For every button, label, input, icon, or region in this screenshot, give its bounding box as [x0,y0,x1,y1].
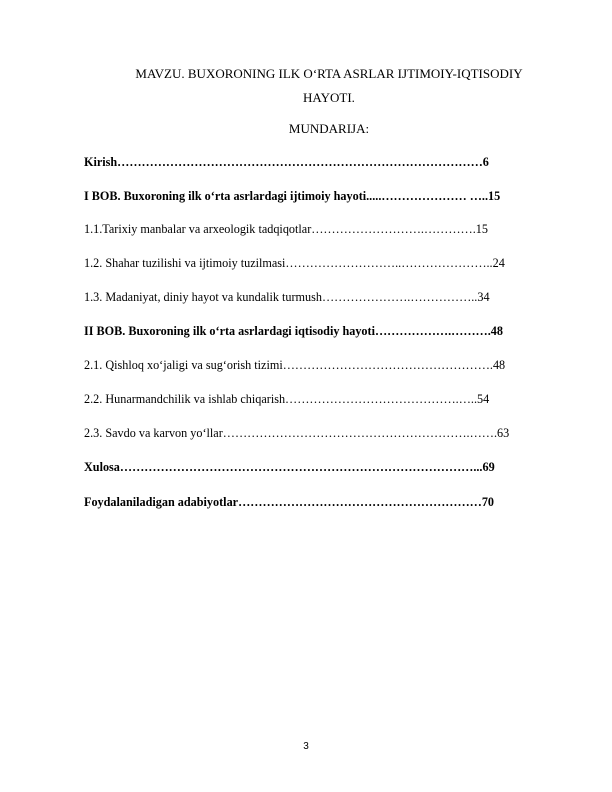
toc-entry-section-2-3: 2.3. Savdo va karvon yo‘llar…………………………………………………….…….63 [84,426,510,440]
page-number: 3 [303,741,309,752]
toc-entry-chapter-2: II BOB. Buxoroning ilk o‘rta asrlardagi iqtisodiy hayoti……………….……….48 [84,324,503,338]
toc-entry-section-1-1: 1.1.Tarixiy manbalar va arxeologik tadqiqotlar……………………….………….15 [84,222,488,236]
toc-entry-intro: Kirish………………………………………………………………………………6 [84,155,489,169]
topic-title-line-2: HAYOTI. [303,90,355,105]
toc-entry-section-1-3: 1.3. Madaniyat, diniy hayot va kundalik turmush………………….……………..34 [84,290,490,304]
toc-entry-section-2-1: 2.1. Qishloq xo‘jaligi va sug‘orish tizimi…………………………………………….48 [84,358,506,372]
contents-heading: MUNDARIJA: [288,121,370,136]
toc-entry-section-2-2: 2.2. Hunarmandchilik va ishlab chiqarish…………………………………….…..54 [84,392,490,406]
toc-entry-section-1-2: 1.2. Shahar tuzilishi va ijtimoiy tuzilmasi………………………..…………………..24 [84,256,505,270]
toc-entry-conclusion: Xulosa……………………………………………………………………………...69 [84,460,495,474]
toc-entry-references: Foydalaniladigan adabiyotlar……………………………………………………70 [84,495,495,509]
topic-title-line-1: MAVZU. BUXORONING ILK O‘RTA ASRLAR IJTIMOIY-IQTISODIY [135,66,523,81]
toc-entry-chapter-1: I BOB. Buxoroning ilk o‘rta asrlardagi ijtimoiy hayoti.....………………… …..15 [84,189,501,203]
